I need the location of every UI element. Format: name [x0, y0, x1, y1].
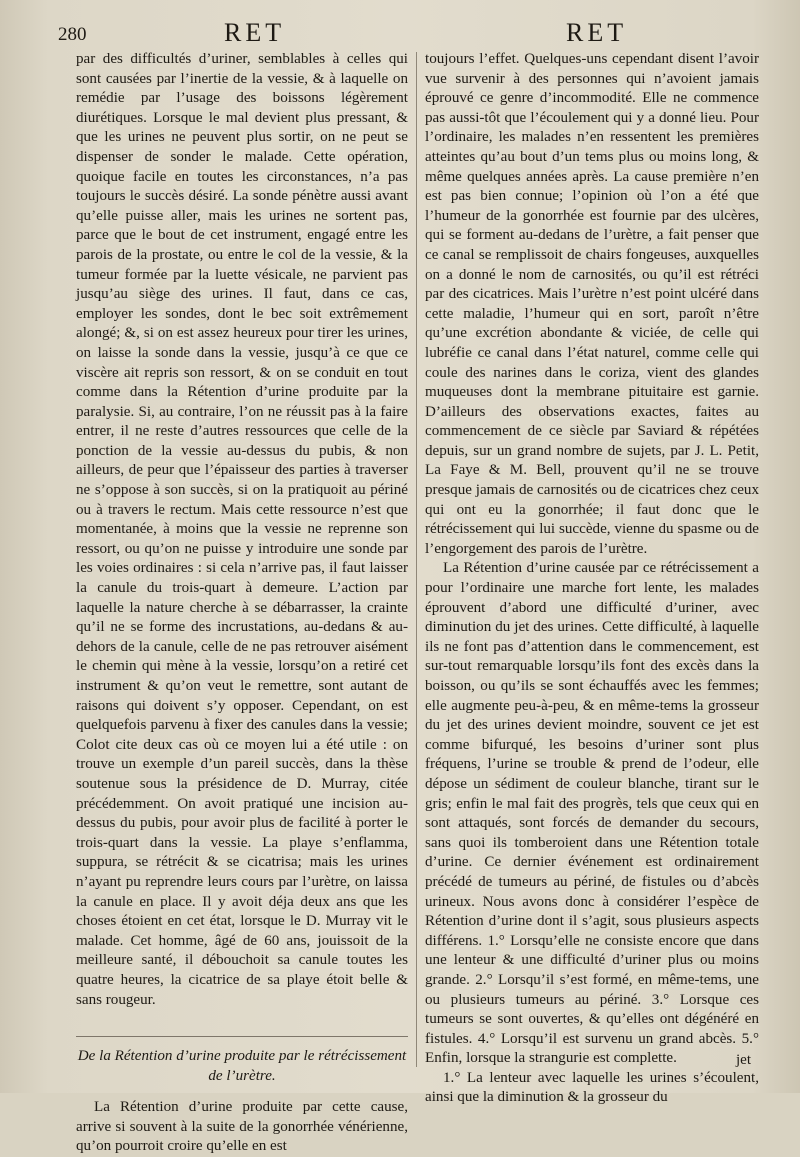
page-header	[0, 16, 800, 50]
running-head-right: RET	[566, 18, 628, 47]
left-paragraph-2: La Rétention d’urine produite par cette cause, arrive si souvent à la suite de la gonorrhée vénérienne, qu’on pourroit croire qu’elle en est	[76, 1099, 408, 1155]
catchword: jet	[736, 1052, 751, 1068]
left-paragraph-1: par des difficultés d’uriner, semblables à celles qui sont causées par l’inertie de la vessie, & à laquelle on remédie par l’usage des boissons légèrement diurétiques. Lorsque le mal devient plus pressant, & que les urines ne peuvent plus sortir, on ne peut se dispenser de sonder le malade. Cette opération, quoique facile en toutes les circonstances, n’a pas toujours le succès désiré. La sonde pénètre aussi avant qu’elle puisse aller, mais les urines ne sortent pas, parce que le bout de cet instrument, engagé entre les parois de la prostate, ou entre le col de la vessie, & la tumeur formée par la luette vésicale, ne parvient pas jusqu’au siège des urines. Il faut, dans ce cas, employer les sondes, dont le bec soit extrêmement alongé; &, si on est assez heureux pour tirer les urines, on laisse la sonde dans la vessie, jusqu’à ce que ce viscère ait repris son ressort, & on se conduit en tout comme dans la Rétention d’urine produite par la paralysie. Si, au contraire, l’on ne réussit pas à la faire entrer, il ne reste d’autres ressources que celle de la ponction de la vessie au-dessus du pubis, & non ailleurs, de peur que l’épaisseur des parties à traverser ne s’oppose à son succès, si on la pratiquoit au périné ou à travers le rectum. Mais cette ressource n’est que momentanée, à moins que la vessie ne reprenne son ressort, ou qu’on ne puisse y introduire une sonde par les voies ordinaires : si cela n’arrive pas, il faut laisser la canule du trois-quart à demeure. L’action par laquelle la nature cherche à se débarrasser, la crainte qu’il ne se forme des incrustations, au-dedans & au-dehors de la canule, celle de ne pas retrouver aisément le chemin qui mène à la vessie, lorsqu’on a retiré cet instrument & qu’on veut le remettre, sont autant de raisons qui doivent s’y opposer. Cependant, on est quelquefois parvenu à fixer des canules dans la vessie; Colot cite deux cas où ce moyen lui a été utile : on trouve un exemple d’un pareil succès, dans la thèse soutenue sous la présidence de D. Murray, citée précédemment. On avoit pratiqué une incision au-dessus du pubis, pour avoir plus de facilité à porter le trois-quart dans la vessie. La playe s’enflamma, suppura, se rétrécit & se cicatrisa; mais les urines n’ayant pu reprendre leurs cours par l’urètre, on laissa la canule en place. Il y avoit déja deux ans que les choses étoient en cet état, lorsque le D. Murray vit le malade. Cet homme, âgé de 60 ans, jouissoit de la meilleure santé, il débouchoit sa canule toutes les quatre heures, la cicatrice de sa playe étoit belle & sans rougeur.	[76, 51, 408, 1008]
running-head-left: RET	[224, 18, 286, 47]
right-column	[425, 50, 759, 1108]
left-column	[76, 50, 408, 1157]
section-heading: De la Rétention d’urine produite par le rétrécissement de l’urètre.	[76, 1036, 408, 1086]
right-paragraph-3: 1.° La lenteur avec laquelle les urines s’écoulent, ainsi que la diminution & la grosseur du	[425, 1069, 759, 1106]
page-number: 280	[58, 24, 87, 45]
column-divider	[416, 52, 417, 1067]
right-paragraph-1: toujours l’effet. Quelques-uns cependant disent l’avoir vue survenir à des personnes qui n’avoient jamais éprouvé ce genre d’incommodité. Elle ne commence pas aussi-tôt que l’écoulement qui y a donné lieu. Pour l’ordinaire, les malades n’en ressentent les premières atteintes qu’au bout d’un tems plus ou moins long, & même quelques années après. La cause première n’en est pas bien connue; l’opinion où l’on a été que l’humeur de la gonorrhée est fournie par des ulcères, qui se forment au-dedans de l’urètre, a fait penser que ce canal se remplissoit de chairs fongeuses, auxquelles on a donné le nom de carnosités, ou qu’il est rétréci par des cicatrices. Mais l’urètre n’est point ulcéré dans cette maladie, l’humeur qui en sort, paroît n’être qu’une excrétion abondante & viciée, de celle qui lubréfie ce canal dans l’état naturel, comme celle qui coule des narines dans le coriza, vient des glandes muqueuses dont la membrane pituitaire est garnie. D’ailleurs des observations exactes, faites au commencement de ce siècle par Saviard & répétées depuis, sur un grand nombre de sujets, par J. L. Petit, La Faye & M. Bell, prouvent qu’il ne se trouve presque jamais de carnosités ou de cicatrices chez ceux qui ont eu la gonorrhée; il faut donc que le rétrécissement qui lui succède, vienne du spasme ou de l’engorgement des parois de l’urètre.	[425, 51, 759, 557]
right-paragraph-2: La Rétention d’urine causée par ce rétrécissement a pour l’ordinaire une marche fort lente, les malades éprouvent d’abord une difficulté d’uriner, avec diminution du jet des urines. Cette difficulté, à laquelle ils ne font pas d’attention dans le commencement, est sur-tout remarquable lorsqu’ils font des excès dans la boisson, ou qu’ils se sont échauffés avec les femmes; elle augmente peu-à-peu, & en même-tems la grosseur du jet des urines devient moindre, souvent ce jet est comme bifurqué, les besoins d’uriner sont plus fréquens, l’urine se trouble & prend de l’odeur, elle dépose un sédiment de couleur blanche, tirant sur le gris; enfin le mal fait des progrès, tels que ceux qui en sont attaqués, sont forcés de demander du secours, sans quoi ils tomberoient dans une Rétention totale d’urine. Ce dernier événement est ordinairement précédé de tumeurs au périné, de fistules ou d’abcès urineux. Nous avons donc à considérer l’espèce de Rétention d’urine dont il s’agit, sous plusieurs aspects différens. 1.° Lorsqu’elle ne consiste encore que dans une lenteur & une difficulté d’uriner plus ou moins grande. 2.° Lorsqu’il s’est formé, en même-tems, une ou plusieurs tumeurs au périné. 3.° Lorsque ces tumeurs se sont ouvertes, & qu’elles ont dégénéré en fistules. 4.° Lorsqu’il est survenu un grand abcès. 5.° Enfin, lorsque la strangurie est complette.	[425, 560, 759, 1067]
